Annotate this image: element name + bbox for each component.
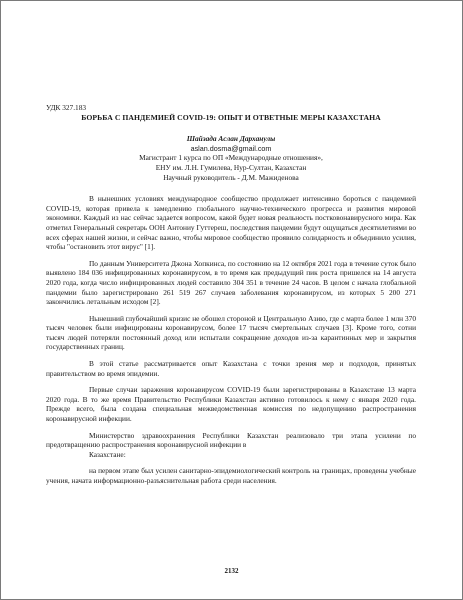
- udc-code: УДК 327.183: [46, 103, 87, 112]
- supervisor: Научный руководитель - Д.М. Мажиденова: [163, 172, 299, 182]
- paragraph-7: Казахстане:: [89, 449, 126, 459]
- paragraph-5: Первые случаи заражения коронавирусом COVID-19 были зарегистрированы в Казахстане 13 марта 2020 года. В то же время Правительство Республики Казахстан активно готовилось к нему с января 2020 года. Прежде всего, была создана специальная межведомственная комиссия по недопущению распространения коронавирусной инфекции.: [46, 385, 416, 424]
- affiliation-line-2: ЕНУ им. Л.Н. Гумилева, Нур-Султан, Казахстан: [155, 162, 307, 172]
- author-block: [46, 134, 416, 182]
- page-number: 2132: [224, 567, 239, 575]
- paragraph-1: В нынешних условиях международное сообщество продолжает интенсивно бороться с пандемией COVID-19, которая привела к замедлению глобального научно-технического прогресса и развития мировой экономики. Каждый из нас сейчас задается вопросом, какой будет новая реальность постковонавирусного мира. Как отметил Генеральный секретарь ООН Антониу Гуттереш, последствия пандемии будут ощущаться десятилетиями во всех сферах нашей жизни, и сейчас важно, чтобы мировое сообщество проявило солидарность и объединило усилия, чтобы "остановить этот вирус" [1].: [46, 194, 416, 252]
- affiliation-line-1: Магистрант 1 курса по ОП «Международные отношения»,: [139, 153, 323, 163]
- article-title: БОРЬБА С ПАНДЕМИЕЙ COVID-19: ОПЫТ И ОТВЕТНЫЕ МЕРЫ КАЗАХСТАНА: [81, 112, 381, 122]
- paragraph-2: По данным Университета Джона Хопкинса, по состоянию на 12 октября 2021 года в течение суток было выявлено 184 036 инфицированных коронавирусом, в то время как предыдущий пик роста пришелся на 14 августа 2020 года, когда число инфицированных людей составило 304 351 в течение 24 часов. В целом с начала глобальной пандемии было зарегистрировано 261 519 267 случаев заболевания коронавирусом, из которых 5 200 271 закончились летальным исходом [2].: [46, 258, 416, 307]
- paragraph-6: Министерство здравоохранения Республики Казахстан реализовало три этапа усилени по предотвращению распространения коронавирусной инфекции в: [46, 430, 416, 450]
- paragraph-3: Нынешний глубочайший кризис не обошел стороной и Центральную Азию, где с марта более 1 млн 370 тысяч человек были инфицированы коронавирусом, более 17 тысяч смертельных случаев [3]. Кроме того, сотни тысяч людей потеряли постоянный доход или испытали сокращение доходов из-за карантинных мер и закрытия государственных границ.: [46, 313, 416, 352]
- author-name: Шайзада Аслан Дарханулы: [186, 134, 276, 144]
- paragraph-8: на первом этапе был усилен санитарно-эпидемиологический контроль на границах, проведены учебные учения, начата информационно-разъяснительная работа среди населения.: [46, 466, 416, 485]
- author-email: aslan.dosma@gmail.com: [190, 143, 272, 153]
- paragraph-4: В этой статье рассматривается опыт Казахстана с точки зрения мер и подходов, принятых правительством во время эпидемии.: [46, 359, 416, 378]
- article-page: [46, 103, 416, 486]
